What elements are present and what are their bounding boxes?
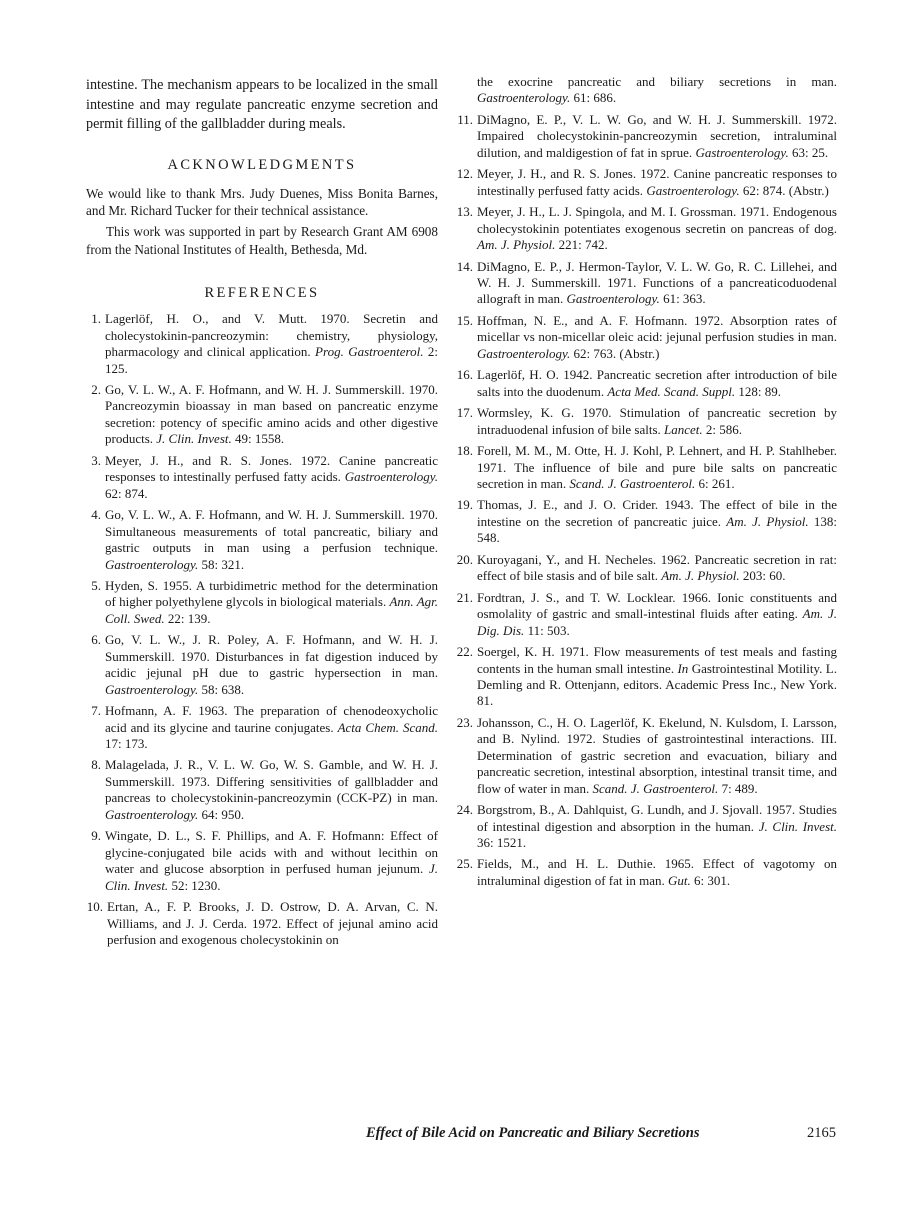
reference-journal: Am. J. Dig. Dis. xyxy=(477,606,837,638)
reference-journal: Scand. J. Gastroenterol. xyxy=(592,780,719,796)
reference-text: Fordtran, J. S., and T. W. Locklear. 1966. Ionic constituents and osmolality of gastric and small-intestinal fluids after eating. xyxy=(477,589,837,622)
reference-citation: 128: 89. xyxy=(735,383,782,399)
reference-journal: Gastroenterology. xyxy=(695,144,789,160)
reference-citation: 62: 763. (Abstr.) xyxy=(570,345,660,361)
reference-journal: J. Clin. Invest. xyxy=(105,861,438,893)
reference-citation: 61: 363. xyxy=(659,291,706,307)
continuation-journal: Gastroenterology. xyxy=(477,90,571,106)
reference-text: Go, V. L. W., A. F. Hofmann, and W. H. J. Summerskill. 1970. Simultaneous measurements of total pancreatic, biliary and gastric outputs in man using a perfusion technique. xyxy=(105,507,438,556)
reference-item xyxy=(86,899,438,948)
reference-journal: Gut. xyxy=(668,872,691,888)
reference-item xyxy=(86,757,438,823)
reference-number: 17. xyxy=(456,405,473,421)
reference-item xyxy=(456,259,837,308)
reference-text: Borgstrom, B., A. Dahlquist, G. Lundh, and J. Sjovall. 1957. Studies of intestinal digestion and absorption in the human. xyxy=(477,802,837,834)
reference-text: Hofmann, A. F. 1963. The preparation of chenodeoxycholic acid and its glycine and taurine conjugates. xyxy=(105,703,438,735)
reference-number: 12. xyxy=(456,166,473,182)
reference-citation: 2: 586. xyxy=(702,421,743,437)
reference-text: Forell, M. M., M. Otte, H. J. Kohl, P. Lehnert, and H. P. Stahlheber. 1971. The influence of bile and pure bile salts on pancreatic secretion in man. xyxy=(477,443,837,491)
reference-item xyxy=(456,552,837,585)
reference-citation: 221: 742. xyxy=(555,237,608,253)
reference-item xyxy=(86,632,438,698)
reference-citation: 203: 60. xyxy=(739,568,786,584)
reference-number: 18. xyxy=(456,443,473,459)
reference-text: Thomas, J. E., and J. O. Crider. 1943. The effect of bile in the intestine on the secretion of pancreatic juice. xyxy=(477,497,837,529)
continuation-text: the exocrine pancreatic and biliary secretions in man. xyxy=(477,74,837,89)
reference-number: 9. xyxy=(91,828,101,844)
reference-text: Go, V. L. W., J. R. Poley, A. F. Hofmann, and W. H. J. Summerskill. 1970. Disturbances in fat digestion induced by acidic jejunal pH due to gastric hypersection in man. xyxy=(105,632,438,681)
reference-text: Hoffman, N. E., and A. F. Hofmann. 1972. Absorption rates of micellar vs non-micellar oleic acid: jejunal perfusion studies in man. xyxy=(477,312,837,345)
reference-text: Wormsley, K. G. 1970. Stimulation of pancreatic secretion by intraduodenal infusion of bile salts. xyxy=(477,405,837,437)
reference-text: Lagerlöf, H. O. 1942. Pancreatic secretion after introduction of bile salts into the duodenum. xyxy=(477,367,837,399)
reference-list-left xyxy=(86,311,438,948)
reference-journal: J. Clin. Invest. xyxy=(758,818,837,834)
reference-number: 19. xyxy=(456,497,473,513)
reference-text: Lagerlöf, H. O., and V. Mutt. 1970. Secretin and cholecystokinin-pancreozymin: chemistry, physiology, pharmacology and clinical application. xyxy=(105,311,438,360)
reference-journal: Am. J. Physiol. xyxy=(726,513,809,529)
reference-journal: Gastroenterology. xyxy=(105,806,199,822)
reference-text: Malagelada, J. R., V. L. W. Go, W. S. Gamble, and W. H. J. Summerskill. 1973. Differing sensitivities of gallbladder and pancreas to cholecystokinin-pancreozymin (CCK-PZ) in man. xyxy=(105,757,438,806)
reference-item xyxy=(456,112,837,161)
left-column xyxy=(86,74,438,953)
reference-text: Fields, M., and H. L. Duthie. 1965. Effect of vagotomy on intraluminal digestion of fat in man. xyxy=(477,856,837,888)
reference-citation: 49: 1558. xyxy=(231,431,285,447)
reference-item xyxy=(86,453,438,502)
reference-number: 22. xyxy=(456,644,473,660)
reference-text: Ertan, A., F. P. Brooks, J. D. Ostrow, D. A. Arvan, C. N. Williams, and J. J. Cerda. 1972. Effect of jejunal amino acid perfusion and exogenous cholecystokinin on xyxy=(107,899,438,948)
reference-citation: 63: 25. xyxy=(788,144,829,160)
reference-journal: Acta Chem. Scand. xyxy=(337,719,438,735)
reference-item xyxy=(86,382,438,448)
reference-number: 24. xyxy=(456,802,473,818)
reference-item xyxy=(456,497,837,546)
reference-number: 14. xyxy=(456,258,473,274)
reference-number: 16. xyxy=(456,367,473,383)
reference-item xyxy=(86,311,438,377)
reference-item xyxy=(456,590,837,639)
reference-number: 25. xyxy=(456,856,473,872)
reference-journal: Prog. Gastroenterol. xyxy=(315,344,424,360)
reference-text: Wingate, D. L., S. F. Phillips, and A. F. Hofmann: Effect of glycine-conjugated bile acids with and without lecithin on water and glucose absorption in perfused human jejunum. xyxy=(105,828,438,877)
reference-citation: 22: 139. xyxy=(164,610,211,626)
reference-citation: 6: 261. xyxy=(695,475,735,491)
reference-citation: Gastrointestinal Motility. L. Demling and R. Ottenjann, editors. Academic Press Inc., New York. 81. xyxy=(477,660,837,709)
reference-number: 3. xyxy=(91,452,101,468)
reference-journal: Gastroenterology. xyxy=(646,182,740,198)
reference-continuation xyxy=(456,74,837,107)
reference-item xyxy=(456,367,837,400)
reference-item xyxy=(456,166,837,199)
reference-number: 23. xyxy=(456,714,473,730)
reference-item xyxy=(86,703,438,752)
reference-number: 21. xyxy=(456,589,473,605)
reference-text: Go, V. L. W., A. F. Hofmann, and W. H. J. Summerskill. 1970. Pancreozymin bioassay in man based on pancreatic enzyme secretion: potency of specific amino acids and other digestive products. xyxy=(105,381,438,447)
reference-journal: Am. J. Physiol. xyxy=(477,237,556,253)
reference-item xyxy=(86,578,438,627)
reference-item xyxy=(86,828,438,894)
reference-journal: J. Clin. Invest. xyxy=(156,431,232,447)
reference-number: 8. xyxy=(91,757,101,773)
reference-journal: Gastroenterology. xyxy=(105,556,199,572)
reference-item xyxy=(456,644,837,710)
reference-citation: 58: 321. xyxy=(198,556,245,572)
reference-journal: Gastroenterology. xyxy=(477,345,571,361)
page-number: 2165 xyxy=(807,1125,836,1141)
reference-text: DiMagno, E. P., J. Hermon-Taylor, V. L. W. Go, R. C. Lillehei, and W. H. J. Summerskill. 1971. Functions of a pancreaticoduodenal allograft in man. xyxy=(477,258,837,307)
reference-item xyxy=(456,204,837,253)
reference-number: 4. xyxy=(91,507,101,523)
body-paragraph: intestine. The mechanism appears to be localized in the small intestine and may regulate pancreatic enzyme secretion and permit filling of the gallbladder during meals. xyxy=(86,77,438,133)
reference-journal: Acta Med. Scand. Suppl. xyxy=(607,383,736,399)
reference-text: Johansson, C., H. O. Lagerlöf, K. Ekelund, N. Kulsdom, I. Larsson, and B. Nylind. 1972. Studies of gastrointestinal interactions. III. Determination of gastric secretion and evacuation, biliary and pancreatic secretion, intestinal absorption, intestinal transit time, and flow of water in man. xyxy=(477,714,837,796)
reference-list-right xyxy=(456,112,837,889)
reference-number: 6. xyxy=(91,632,101,648)
acknowledgments-heading: ACKNOWLEDGMENTS xyxy=(167,156,357,173)
reference-text: DiMagno, E. P., V. L. W. Go, and W. H. J. Summerskill. 1972. Impaired cholecystokinin-pancreozymin secretion, intraluminal dilution, and maldigestion of fat in sprue. xyxy=(477,111,837,160)
reference-journal: Gastroenterology. xyxy=(344,469,438,485)
reference-text: Soergel, K. H. 1971. Flow measurements of test meals and fasting contents in the human small intestine. xyxy=(477,644,837,676)
reference-item xyxy=(456,802,837,851)
reference-item xyxy=(456,313,837,362)
reference-citation: 58: 638. xyxy=(198,681,245,697)
reference-number: 7. xyxy=(91,703,101,719)
reference-text: Meyer, J. H., and R. S. Jones. 1972. Canine pancreatic responses to intestinally perfused fatty acids. xyxy=(105,452,438,485)
reference-number: 5. xyxy=(91,577,101,593)
reference-item xyxy=(456,715,837,797)
acknowledgments-text: We would like to thank Mrs. Judy Duenes, Miss Bonita Barnes, and Mr. Richard Tucker for their technical assistance. xyxy=(86,185,438,219)
reference-citation: 138: 548. xyxy=(477,513,837,546)
reference-citation: 64: 950. xyxy=(198,806,245,822)
reference-number: 15. xyxy=(456,312,473,328)
reference-citation: 36: 1521. xyxy=(477,835,527,851)
reference-citation: 62: 874. (Abstr.) xyxy=(739,182,829,198)
reference-citation: 52: 1230. xyxy=(168,877,221,893)
reference-journal: Gastroenterology. xyxy=(566,291,660,307)
reference-journal: Lancet. xyxy=(664,421,703,437)
right-column xyxy=(456,74,837,894)
reference-item xyxy=(86,507,438,573)
reference-text: Kuroyagani, Y., and H. Necheles. 1962. Pancreatic secretion in rat: effect of bile stasis and of bile salt. xyxy=(477,551,837,584)
reference-text: Hyden, S. 1955. A turbidimetric method for the determination of higher polyethylene glycols in biological materials. xyxy=(105,577,438,610)
reference-journal: Ann. Agr. Coll. Swed. xyxy=(105,594,438,626)
continuation-cite: 61: 686. xyxy=(570,90,617,106)
reference-citation: 2: 125. xyxy=(105,344,438,376)
reference-citation: 6: 301. xyxy=(690,872,731,888)
reference-citation: 11: 503. xyxy=(524,622,570,638)
reference-journal: Scand. J. Gastroenterol. xyxy=(569,475,696,491)
reference-journal: Am. J. Physiol. xyxy=(661,568,740,584)
reference-journal: Gastroenterology. xyxy=(105,681,199,697)
grant-support-text: This work was supported in part by Research Grant AM 6908 from the National Institutes of Health, Bethesda, Md. xyxy=(86,223,438,257)
reference-text: Meyer, J. H., L. J. Spingola, and M. I. Grossman. 1971. Endogenous cholecystokinin potentiates exogenous secretin on pancreas of dog. xyxy=(477,204,837,236)
reference-number: 2. xyxy=(91,381,101,397)
reference-citation: 62: 874. xyxy=(105,485,148,501)
reference-number: 20. xyxy=(456,551,473,567)
reference-text: Meyer, J. H., and R. S. Jones. 1972. Canine pancreatic responses to intestinally perfused fatty acids. xyxy=(477,166,837,198)
reference-journal: In xyxy=(677,660,689,676)
reference-item xyxy=(456,405,837,438)
reference-number: 11. xyxy=(457,111,473,127)
reference-number: 10. xyxy=(86,899,103,915)
page-footer xyxy=(366,1125,836,1142)
reference-number: 13. xyxy=(456,204,473,220)
running-title: Effect of Bile Acid on Pancreatic and Biliary Secretions xyxy=(366,1125,700,1141)
reference-item xyxy=(456,443,837,492)
reference-citation: 17: 173. xyxy=(105,736,148,752)
reference-number: 1. xyxy=(91,311,101,327)
reference-citation: 7: 489. xyxy=(718,780,758,796)
reference-item xyxy=(456,856,837,889)
references-heading: REFERENCES xyxy=(204,285,320,302)
